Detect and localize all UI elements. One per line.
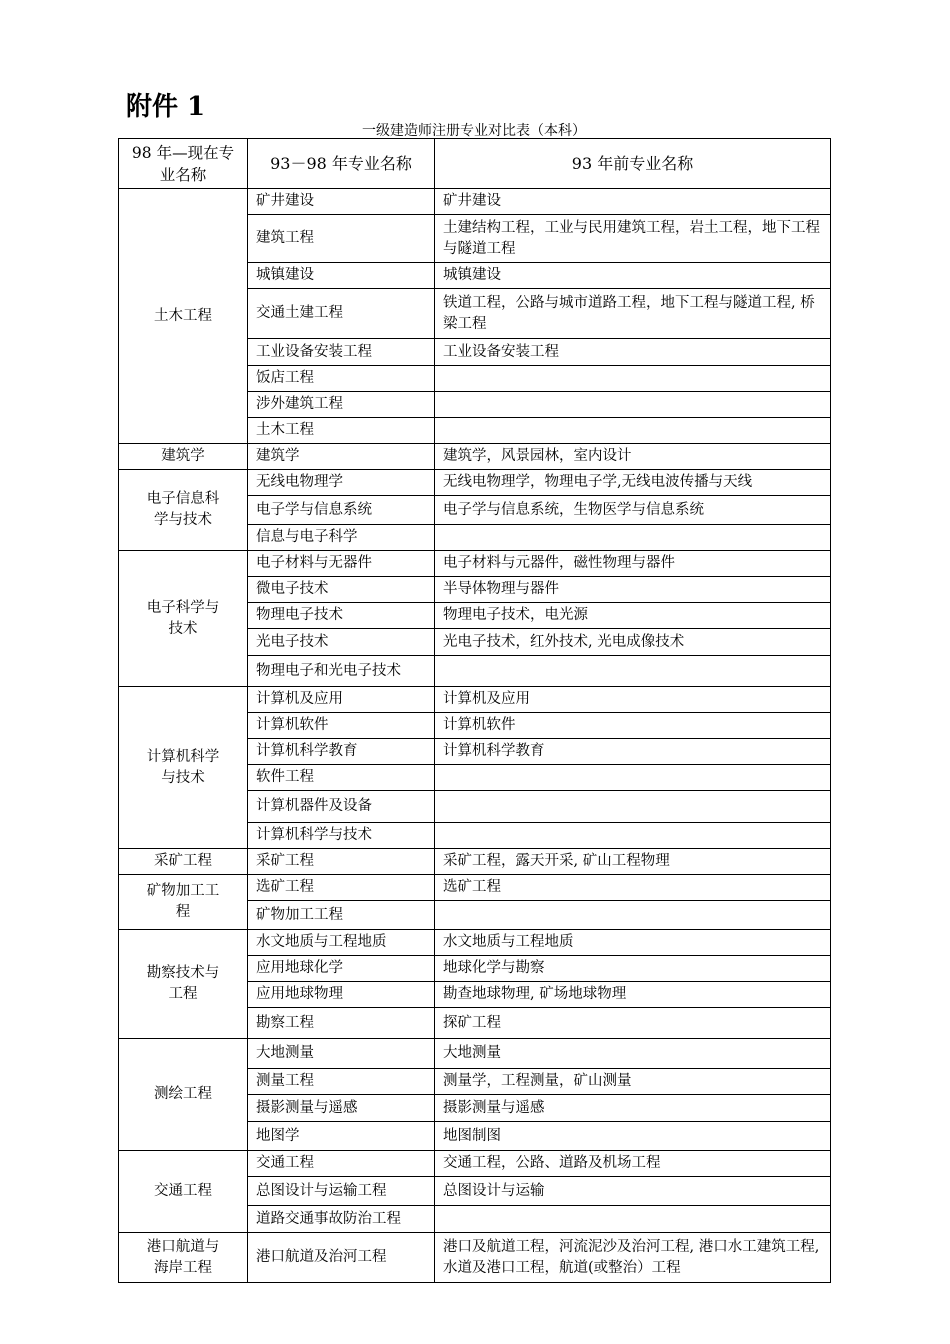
major-93-98-cell: 交通土建工程 [248,289,435,339]
major-pre-93-cell: 电子学与信息系统，生物医学与信息系统 [435,496,831,525]
major-pre-93-cell: 采矿工程，露天开采, 矿山工程物理 [435,849,831,875]
major-pre-93-cell [435,366,831,392]
table-row [119,444,831,470]
major-93-98-cell: 矿井建设 [248,189,435,215]
attachment-heading: 附件 1 [126,92,206,122]
major-93-98-cell: 计算机器件及设备 [248,791,435,823]
major-93-98-cell: 应用地球物理 [248,982,435,1008]
major-comparison-table [118,138,831,1283]
major-pre-93-cell [435,901,831,930]
group-cell: 测绘工程 [119,1039,248,1151]
major-93-98-cell: 矿物加工工程 [248,901,435,930]
major-93-98-cell: 采矿工程 [248,849,435,875]
major-93-98-cell: 光电子技术 [248,629,435,656]
major-pre-93-cell: 电子材料与元器件，磁性物理与器件 [435,551,831,577]
major-pre-93-cell: 工业设备安装工程 [435,339,831,366]
major-93-98-cell: 饭店工程 [248,366,435,392]
table-row [119,875,831,901]
major-pre-93-cell: 港口及航道工程，河流泥沙及治河工程, 港口水工建筑工程, 水道及港口工程，航道(或整治）工程 [435,1233,831,1283]
major-pre-93-cell [435,765,831,791]
major-pre-93-cell: 物理电子技术，电光源 [435,603,831,629]
major-93-98-cell: 计算机科学教育 [248,739,435,765]
major-pre-93-cell [435,525,831,551]
major-pre-93-cell [435,392,831,418]
major-pre-93-cell: 水文地质与工程地质 [435,930,831,956]
major-93-98-cell: 无线电物理学 [248,470,435,496]
major-93-98-cell: 工业设备安装工程 [248,339,435,366]
major-93-98-cell: 城镇建设 [248,263,435,289]
major-93-98-cell: 道路交通事故防治工程 [248,1206,435,1233]
major-pre-93-cell [435,823,831,849]
table-caption: 一级建造师注册专业对比表（本科） [362,123,586,139]
header-row [119,139,831,189]
group-cell: 交通工程 [119,1151,248,1233]
major-pre-93-cell: 地球化学与勘察 [435,956,831,982]
major-93-98-cell: 选矿工程 [248,875,435,901]
major-93-98-cell: 建筑学 [248,444,435,470]
major-pre-93-cell: 测量学，工程测量，矿山测量 [435,1069,831,1095]
table-row [119,930,831,956]
group-cell: 电子信息科学与技术 [119,470,248,551]
column-header-current: 98 年—现在专业名称 [119,139,248,189]
major-93-98-cell: 计算机软件 [248,713,435,739]
major-pre-93-cell: 计算机软件 [435,713,831,739]
major-pre-93-cell: 勘查地球物理, 矿场地球物理 [435,982,831,1008]
major-93-98-cell: 测量工程 [248,1069,435,1095]
major-93-98-cell: 摄影测量与遥感 [248,1095,435,1122]
table-row [119,189,831,215]
major-93-98-cell: 水文地质与工程地质 [248,930,435,956]
major-93-98-cell: 建筑工程 [248,215,435,263]
major-93-98-cell: 物理电子和光电子技术 [248,656,435,687]
major-pre-93-cell: 铁道工程，公路与城市道路工程，地下工程与隧道工程, 桥梁工程 [435,289,831,339]
table-row [119,1233,831,1283]
major-pre-93-cell [435,1206,831,1233]
major-pre-93-cell: 探矿工程 [435,1008,831,1039]
major-pre-93-cell: 地图制图 [435,1122,831,1151]
major-pre-93-cell [435,791,831,823]
major-93-98-cell: 应用地球化学 [248,956,435,982]
major-93-98-cell: 物理电子技术 [248,603,435,629]
major-93-98-cell: 电子学与信息系统 [248,496,435,525]
major-pre-93-cell: 大地测量 [435,1039,831,1069]
major-93-98-cell: 电子材料与无器件 [248,551,435,577]
major-93-98-cell: 软件工程 [248,765,435,791]
major-pre-93-cell: 矿井建设 [435,189,831,215]
table-row [119,1039,831,1069]
major-pre-93-cell: 半导体物理与器件 [435,577,831,603]
major-pre-93-cell [435,656,831,687]
major-pre-93-cell: 总图设计与运输 [435,1177,831,1206]
major-93-98-cell: 总图设计与运输工程 [248,1177,435,1206]
group-cell: 建筑学 [119,444,248,470]
major-93-98-cell: 计算机及应用 [248,687,435,713]
major-pre-93-cell: 城镇建设 [435,263,831,289]
major-pre-93-cell: 交通工程，公路、道路及机场工程 [435,1151,831,1177]
major-93-98-cell: 信息与电子科学 [248,525,435,551]
major-pre-93-cell: 建筑学，风景园林，室内设计 [435,444,831,470]
major-93-98-cell: 港口航道及治河工程 [248,1233,435,1283]
major-93-98-cell: 计算机科学与技术 [248,823,435,849]
column-header-93-98: 93－98 年专业名称 [248,139,435,189]
group-cell: 矿物加工工程 [119,875,248,930]
table-row [119,470,831,496]
group-cell: 港口航道与海岸工程 [119,1233,248,1283]
major-93-98-cell: 土木工程 [248,418,435,444]
table-row [119,551,831,577]
major-pre-93-cell: 光电子技术，红外技术, 光电成像技术 [435,629,831,656]
major-93-98-cell: 大地测量 [248,1039,435,1069]
column-header-pre-93: 93 年前专业名称 [435,139,831,189]
group-cell: 勘察技术与工程 [119,930,248,1039]
group-cell: 电子科学与技术 [119,551,248,687]
major-93-98-cell: 地图学 [248,1122,435,1151]
major-93-98-cell: 勘察工程 [248,1008,435,1039]
major-pre-93-cell: 计算机科学教育 [435,739,831,765]
major-93-98-cell: 涉外建筑工程 [248,392,435,418]
major-pre-93-cell: 选矿工程 [435,875,831,901]
group-cell: 采矿工程 [119,849,248,875]
table-row [119,687,831,713]
major-pre-93-cell: 摄影测量与遥感 [435,1095,831,1122]
table-row [119,849,831,875]
table-row [119,1151,831,1177]
major-93-98-cell: 微电子技术 [248,577,435,603]
major-pre-93-cell: 无线电物理学，物理电子学,无线电波传播与天线 [435,470,831,496]
major-93-98-cell: 交通工程 [248,1151,435,1177]
major-pre-93-cell: 计算机及应用 [435,687,831,713]
group-cell: 计算机科学与技术 [119,687,248,849]
major-pre-93-cell: 土建结构工程，工业与民用建筑工程，岩土工程，地下工程与隧道工程 [435,215,831,263]
major-pre-93-cell [435,418,831,444]
table-body [119,189,831,1283]
group-cell: 土木工程 [119,189,248,444]
